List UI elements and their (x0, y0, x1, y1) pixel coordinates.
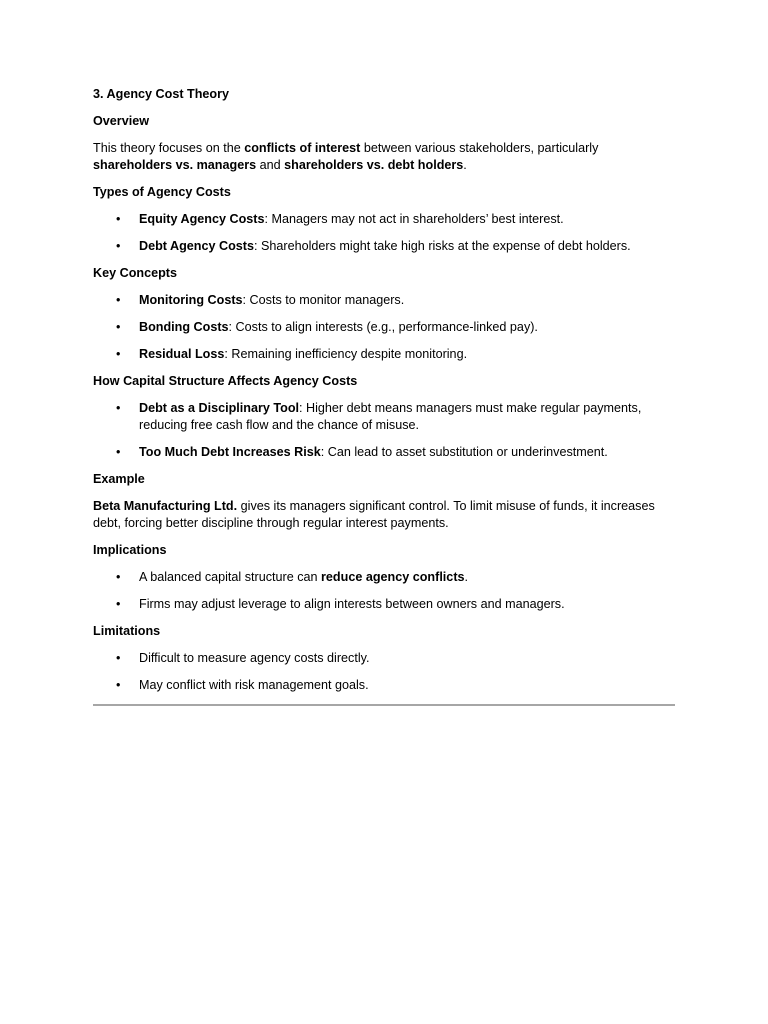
bullet-icon: • (116, 597, 121, 611)
list-item-text: : Higher debt means managers must make regular payments, reducing free cash flow and the chance of misuse. (139, 401, 642, 432)
list-item-bold: Too Much Debt Increases Risk (139, 445, 321, 459)
bullet-icon: • (116, 651, 121, 665)
list-item-text: : Costs to monitor managers. (242, 293, 405, 307)
bullet-icon: • (116, 212, 121, 226)
overview-text-3: and (256, 158, 285, 172)
example-heading: Example (93, 472, 145, 486)
list-item-text: A balanced capital structure can (139, 570, 322, 584)
list-item-text: May conflict with risk management goals. (139, 678, 369, 692)
overview-paragraph (93, 140, 675, 174)
list-item-bold: Equity Agency Costs (139, 212, 265, 226)
overview-text-1: This theory focuses on the (93, 141, 245, 155)
list-item (93, 569, 675, 586)
limitations-list (93, 650, 675, 694)
list-item-text: : Shareholders might take high risks at the expense of debt holders. (254, 239, 631, 253)
list-item (93, 238, 675, 255)
types-list (93, 211, 675, 255)
list-item (93, 596, 675, 613)
list-item-bold: Residual Loss (139, 347, 225, 361)
list-item (93, 346, 675, 363)
bullet-icon: • (116, 570, 121, 584)
implications-heading: Implications (93, 543, 167, 557)
example-paragraph (93, 498, 675, 532)
list-item (93, 319, 675, 336)
overview-text-4: . (463, 158, 467, 172)
list-item (93, 650, 675, 667)
document-page (93, 86, 675, 706)
types-heading: Types of Agency Costs (93, 185, 231, 199)
bullet-icon: • (116, 678, 121, 692)
bullet-icon: • (116, 401, 121, 415)
overview-bold-3: shareholders vs. debt holders (284, 158, 464, 172)
overview-heading: Overview (93, 114, 150, 128)
bullet-icon: • (116, 293, 121, 307)
list-item-bold: Monitoring Costs (139, 293, 243, 307)
list-item (93, 400, 675, 434)
list-item-bold: Debt Agency Costs (139, 239, 254, 253)
example-bold: Beta Manufacturing Ltd. (93, 499, 238, 513)
limitations-heading: Limitations (93, 624, 161, 638)
concepts-list (93, 292, 675, 363)
list-item-text: : Costs to align interests (e.g., performance-linked pay). (228, 320, 538, 334)
horizontal-rule (93, 704, 675, 706)
overview-bold-2: shareholders vs. managers (93, 158, 257, 172)
list-item-text: . (464, 570, 469, 584)
list-item-text: : Managers may not act in shareholders’ best interest. (264, 212, 564, 226)
list-item (93, 211, 675, 228)
list-item-bold: reduce agency conflicts (321, 570, 465, 584)
bullet-icon: • (116, 445, 121, 459)
list-item-bold: Debt as a Disciplinary Tool (139, 401, 300, 415)
bullet-icon: • (116, 347, 121, 361)
section-title: 3. Agency Cost Theory (93, 87, 229, 101)
list-item-text: : Can lead to asset substitution or underinvestment. (320, 445, 608, 459)
concepts-heading: Key Concepts (93, 266, 177, 280)
overview-bold-1: conflicts of interest (244, 141, 361, 155)
bullet-icon: • (116, 239, 121, 253)
overview-text-2: between various stakeholders, particularly (360, 141, 599, 155)
list-item (93, 444, 675, 461)
list-item-text: Difficult to measure agency costs directly. (139, 651, 370, 665)
example-text: gives its managers significant control. To limit misuse of funds, it increases debt, forcing better discipline through regular interest payments. (93, 499, 655, 530)
list-item-text: Firms may adjust leverage to align interests between owners and managers. (139, 597, 565, 611)
list-item-bold: Bonding Costs (139, 320, 229, 334)
bullet-icon: • (116, 320, 121, 334)
list-item-text: : Remaining inefficiency despite monitoring. (224, 347, 468, 361)
capital-heading: How Capital Structure Affects Agency Costs (93, 374, 358, 388)
list-item (93, 677, 675, 694)
capital-list (93, 400, 675, 461)
list-item (93, 292, 675, 309)
implications-list (93, 569, 675, 613)
